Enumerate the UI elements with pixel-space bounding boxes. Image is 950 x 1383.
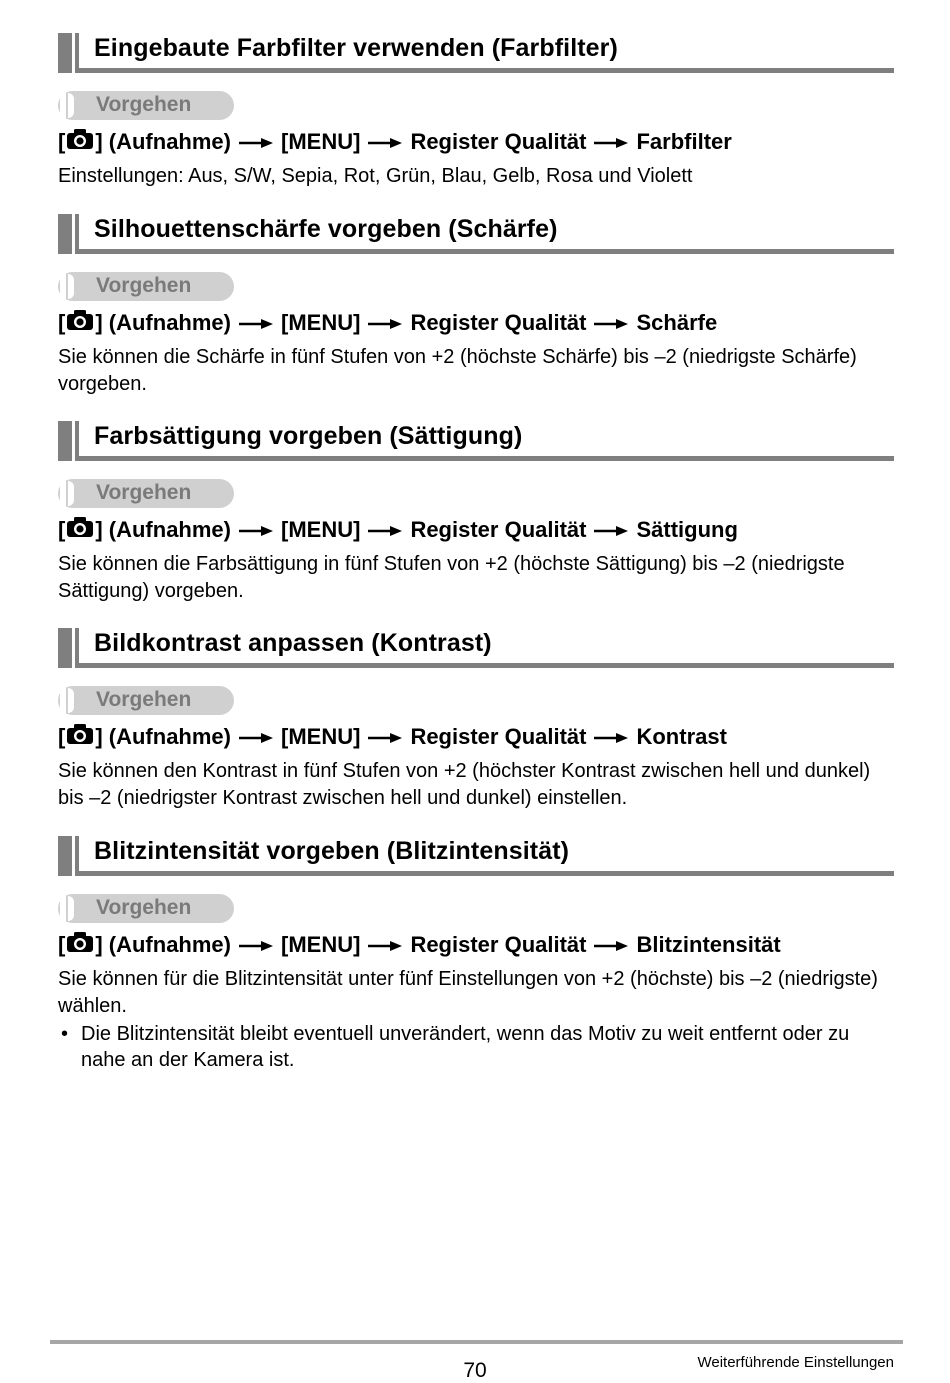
header-bar-stripe — [75, 33, 79, 73]
section-blitzintensitaet — [58, 836, 894, 1071]
procedure-label: Vorgehen — [96, 688, 192, 711]
header-bar-block — [58, 33, 72, 73]
badge-notch — [68, 274, 74, 299]
header-bar-block — [58, 421, 72, 461]
arrow-right-icon — [368, 932, 402, 958]
camera-icon — [66, 931, 94, 959]
arrow-right-icon — [239, 310, 273, 336]
arrow-right-icon — [239, 932, 273, 958]
camera-icon — [66, 128, 94, 156]
header-underline — [79, 663, 894, 668]
arrow-right-icon — [239, 517, 273, 543]
procedure-label: Vorgehen — [96, 274, 192, 297]
section-description: Sie können die Farbsättigung in fünf Stufen von +2 (höchste Sättigung) bis –2 (niedrigste Sättigung) vorgeben. — [58, 553, 845, 602]
menu-path: [ ] (Aufnahme) [MENU] Register Qualität Kontrast — [58, 724, 727, 749]
footer-divider — [50, 1340, 903, 1344]
procedure-badge — [58, 91, 234, 120]
page-number: 70 — [463, 1359, 487, 1382]
section-header — [58, 421, 894, 461]
bullet-text: Die Blitzintensität bleibt eventuell unverändert, wenn das Motiv zu weit entfernt oder zu nahe an der Kamera ist. — [81, 1023, 850, 1071]
section-title: Eingebaute Farbfilter verwenden (Farbfilter) — [94, 34, 618, 62]
menu-path: [ ] (Aufnahme) [MENU] Register Qualität Schärfe — [58, 310, 718, 335]
path-tab: Register Qualität — [410, 129, 587, 154]
menu-path: [ ] (Aufnahme) [MENU] Register Qualität Sättigung — [58, 517, 738, 542]
badge-notch — [60, 274, 66, 299]
section-header — [58, 836, 894, 876]
header-bar-stripe — [75, 214, 79, 254]
arrow-right-icon — [594, 310, 628, 336]
arrow-right-icon — [368, 724, 402, 750]
arrow-right-icon — [368, 129, 402, 155]
path-item: Sättigung — [636, 517, 738, 542]
procedure-badge — [58, 894, 234, 923]
header-bar-stripe — [75, 421, 79, 461]
path-tab: Register Qualität — [410, 724, 587, 749]
arrow-right-icon — [594, 932, 628, 958]
path-mode: (Aufnahme) — [108, 129, 231, 154]
path-mode: (Aufnahme) — [108, 517, 231, 542]
camera-icon — [66, 723, 94, 751]
header-underline — [79, 68, 894, 73]
menu-path: [ ] (Aufnahme) [MENU] Register Qualität Blitzintensität — [58, 932, 781, 957]
path-menu: [MENU] — [281, 129, 361, 154]
section-schaerfe — [58, 214, 894, 395]
badge-notch — [68, 481, 74, 506]
camera-icon — [66, 516, 94, 544]
section-header — [58, 214, 894, 254]
arrow-right-icon — [368, 310, 402, 336]
path-mode: (Aufnahme) — [108, 724, 231, 749]
badge-notch — [68, 93, 74, 118]
header-bar-stripe — [75, 628, 79, 668]
section-title: Blitzintensität vorgeben (Blitzintensität) — [94, 837, 570, 865]
path-menu: [MENU] — [281, 517, 361, 542]
procedure-label: Vorgehen — [96, 481, 192, 504]
arrow-right-icon — [594, 517, 628, 543]
section-description: Sie können die Schärfe in fünf Stufen von +2 (höchste Schärfe) bis –2 (niedrigste Schärfe) vorgeben. — [58, 346, 857, 395]
badge-notch — [68, 896, 74, 921]
path-item: Blitzintensität — [636, 932, 781, 957]
badge-notch — [60, 481, 66, 506]
badge-notch — [60, 93, 66, 118]
section-title: Bildkontrast anpassen (Kontrast) — [94, 629, 492, 657]
path-mode: (Aufnahme) — [108, 932, 231, 957]
badge-notch — [60, 688, 66, 713]
arrow-right-icon — [239, 129, 273, 155]
camera-icon — [66, 309, 94, 337]
section-header — [58, 33, 894, 73]
section-title: Farbsättigung vorgeben (Sättigung) — [94, 422, 523, 450]
path-mode: (Aufnahme) — [108, 310, 231, 335]
header-underline — [79, 456, 894, 461]
arrow-right-icon — [594, 129, 628, 155]
path-menu: [MENU] — [281, 310, 361, 335]
procedure-label: Vorgehen — [96, 896, 192, 919]
section-description: Sie können den Kontrast in fünf Stufen von +2 (höchster Kontrast zwischen hell und dunkel) bis –2 (niedrigster Kontrast zwischen hell und dunkel) einstellen. — [58, 760, 871, 809]
path-item: Farbfilter — [636, 129, 732, 154]
header-bar-block — [58, 836, 72, 876]
path-tab: Register Qualität — [410, 932, 587, 957]
section-kontrast — [58, 628, 894, 809]
header-bar-block — [58, 214, 72, 254]
section-description: Sie können für die Blitzintensität unter fünf Einstellungen von +2 (höchste) bis –2 (niedrigste) wählen. — [58, 968, 878, 1017]
header-bar-block — [58, 628, 72, 668]
header-bar-stripe — [75, 836, 79, 876]
footer-chapter-title: Weiterführende Einstellungen — [697, 1354, 894, 1371]
section-saettigung — [58, 421, 894, 602]
section-farbfilter — [58, 33, 894, 187]
badge-notch — [60, 896, 66, 921]
procedure-badge — [58, 686, 234, 715]
header-underline — [79, 249, 894, 254]
procedure-badge — [58, 479, 234, 508]
section-header — [58, 628, 894, 668]
procedure-label: Vorgehen — [96, 93, 192, 116]
section-title: Silhouettenschärfe vorgeben (Schärfe) — [94, 215, 558, 243]
badge-notch — [68, 688, 74, 713]
bullet-symbol: • — [61, 1023, 69, 1045]
menu-path: [ ] (Aufnahme) [MENU] Register Qualität Farbfilter — [58, 129, 732, 154]
path-item: Kontrast — [636, 724, 727, 749]
arrow-right-icon — [368, 517, 402, 543]
path-menu: [MENU] — [281, 724, 361, 749]
path-tab: Register Qualität — [410, 517, 587, 542]
arrow-right-icon — [239, 724, 273, 750]
path-menu: [MENU] — [281, 932, 361, 957]
header-underline — [79, 871, 894, 876]
arrow-right-icon — [594, 724, 628, 750]
procedure-badge — [58, 272, 234, 301]
path-item: Schärfe — [636, 310, 718, 335]
path-tab: Register Qualität — [410, 310, 587, 335]
section-description: Einstellungen: Aus, S/W, Sepia, Rot, Grün, Blau, Gelb, Rosa und Violett — [58, 165, 693, 187]
